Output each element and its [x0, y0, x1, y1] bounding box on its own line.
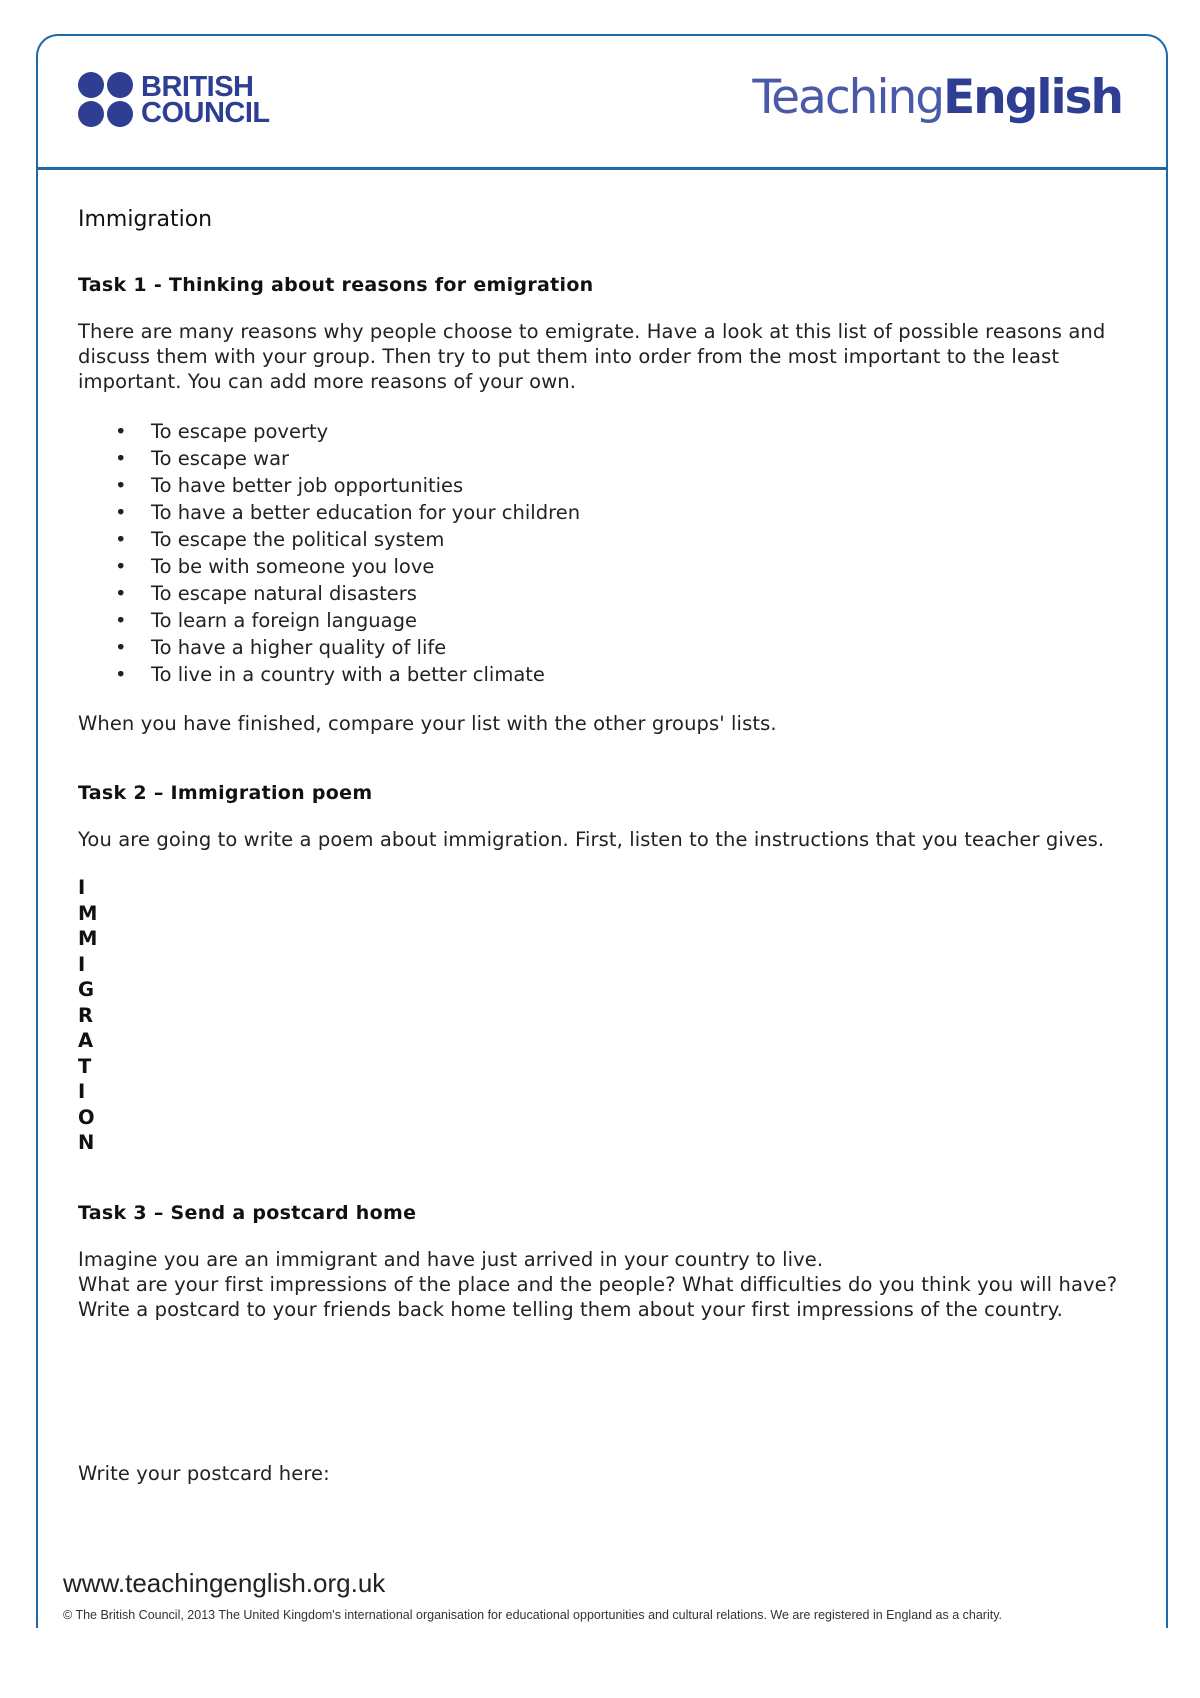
acrostic-letter: I [78, 876, 86, 899]
list-item [78, 580, 1118, 607]
teaching-english-logo: TeachingEnglish [752, 70, 1122, 125]
bullet-icon: • [115, 474, 127, 497]
bullet-icon: • [115, 528, 127, 551]
reason-text: To escape war [151, 447, 290, 470]
list-item [78, 499, 1118, 526]
list-item [78, 607, 1118, 634]
acrostic-letter: G [78, 978, 95, 1001]
british-council-dots-icon [78, 72, 133, 127]
footer-url[interactable]: www.teachingenglish.org.uk [63, 1568, 386, 1598]
bullet-icon: • [115, 636, 127, 659]
reason-text: To escape natural disasters [151, 582, 417, 605]
task3-line2: What are your first impressions of the place and the people? What difficulties do you think you will have? [78, 1272, 1118, 1296]
bullet-icon: • [115, 420, 127, 443]
list-item [78, 526, 1118, 553]
document-title: Immigration [78, 207, 213, 232]
bullet-icon: • [115, 501, 127, 524]
british-council-logo [78, 72, 270, 127]
reason-text: To live in a country with a better climate [151, 663, 545, 686]
footer-copyright: © The British Council, 2013 The United Kingdom's international organisation for educational opportunities and cultural relations. We are registered in England as a charity. [63, 1608, 1002, 1622]
postcard-prompt: Write your postcard here: [78, 1461, 330, 1485]
task3-line1: Imagine you are an immigrant and have just arrived in your country to live. [78, 1247, 824, 1271]
reason-text: To learn a foreign language [151, 609, 417, 632]
reason-text: To escape the political system [151, 528, 445, 551]
acrostic-letters [78, 875, 1118, 1156]
task3-heading: Task 3 – Send a postcard home [78, 1201, 417, 1224]
task1-heading: Task 1 - Thinking about reasons for emigration [78, 274, 594, 296]
list-item [78, 418, 1118, 445]
header-divider [36, 167, 1168, 170]
list-item [78, 553, 1118, 580]
british-council-wordmark: BRITISH COUNCIL [141, 70, 270, 129]
acrostic-letter: A [78, 1029, 94, 1052]
document-body [78, 200, 1118, 1486]
acrostic-letter: I [78, 952, 86, 976]
reason-text: To have a higher quality of life [151, 636, 447, 659]
reasons-list [78, 418, 1118, 688]
acrostic-letter: M [78, 927, 98, 950]
reason-text: To have a better education for your children [151, 501, 581, 524]
task3-line3: Write a postcard to your friends back home telling them about your first impressions of the country. [78, 1297, 1063, 1321]
task1-outro: When you have finished, compare your list with the other groups' lists. [78, 712, 777, 735]
reason-text: To escape poverty [151, 420, 329, 443]
list-item [78, 472, 1118, 499]
acrostic-letter: M [78, 901, 98, 925]
task1-intro: There are many reasons why people choose to emigrate. Have a look at this list of possible reasons and discuss them with your group. Then try to put them into order from the most important to the least important. You can add more reasons of your own. [78, 320, 1106, 393]
list-item [78, 634, 1118, 661]
acrostic-letter: N [78, 1131, 95, 1154]
bullet-icon: • [115, 447, 127, 470]
bullet-icon: • [115, 609, 127, 632]
bullet-icon: • [115, 663, 127, 686]
list-item [78, 661, 1118, 688]
acrostic-letter: R [78, 1003, 94, 1027]
bullet-icon: • [115, 582, 127, 605]
reason-text: To have better job opportunities [151, 474, 464, 497]
task2-heading: Task 2 – Immigration poem [78, 782, 373, 804]
acrostic-letter: O [78, 1105, 95, 1129]
acrostic-letter: T [78, 1054, 92, 1078]
reason-text: To be with someone you love [151, 555, 435, 578]
task2-intro: You are going to write a poem about immigration. First, listen to the instructions that you teacher gives. [78, 828, 1105, 851]
acrostic-letter: I [78, 1080, 86, 1103]
bullet-icon: • [115, 555, 127, 578]
list-item [78, 445, 1118, 472]
